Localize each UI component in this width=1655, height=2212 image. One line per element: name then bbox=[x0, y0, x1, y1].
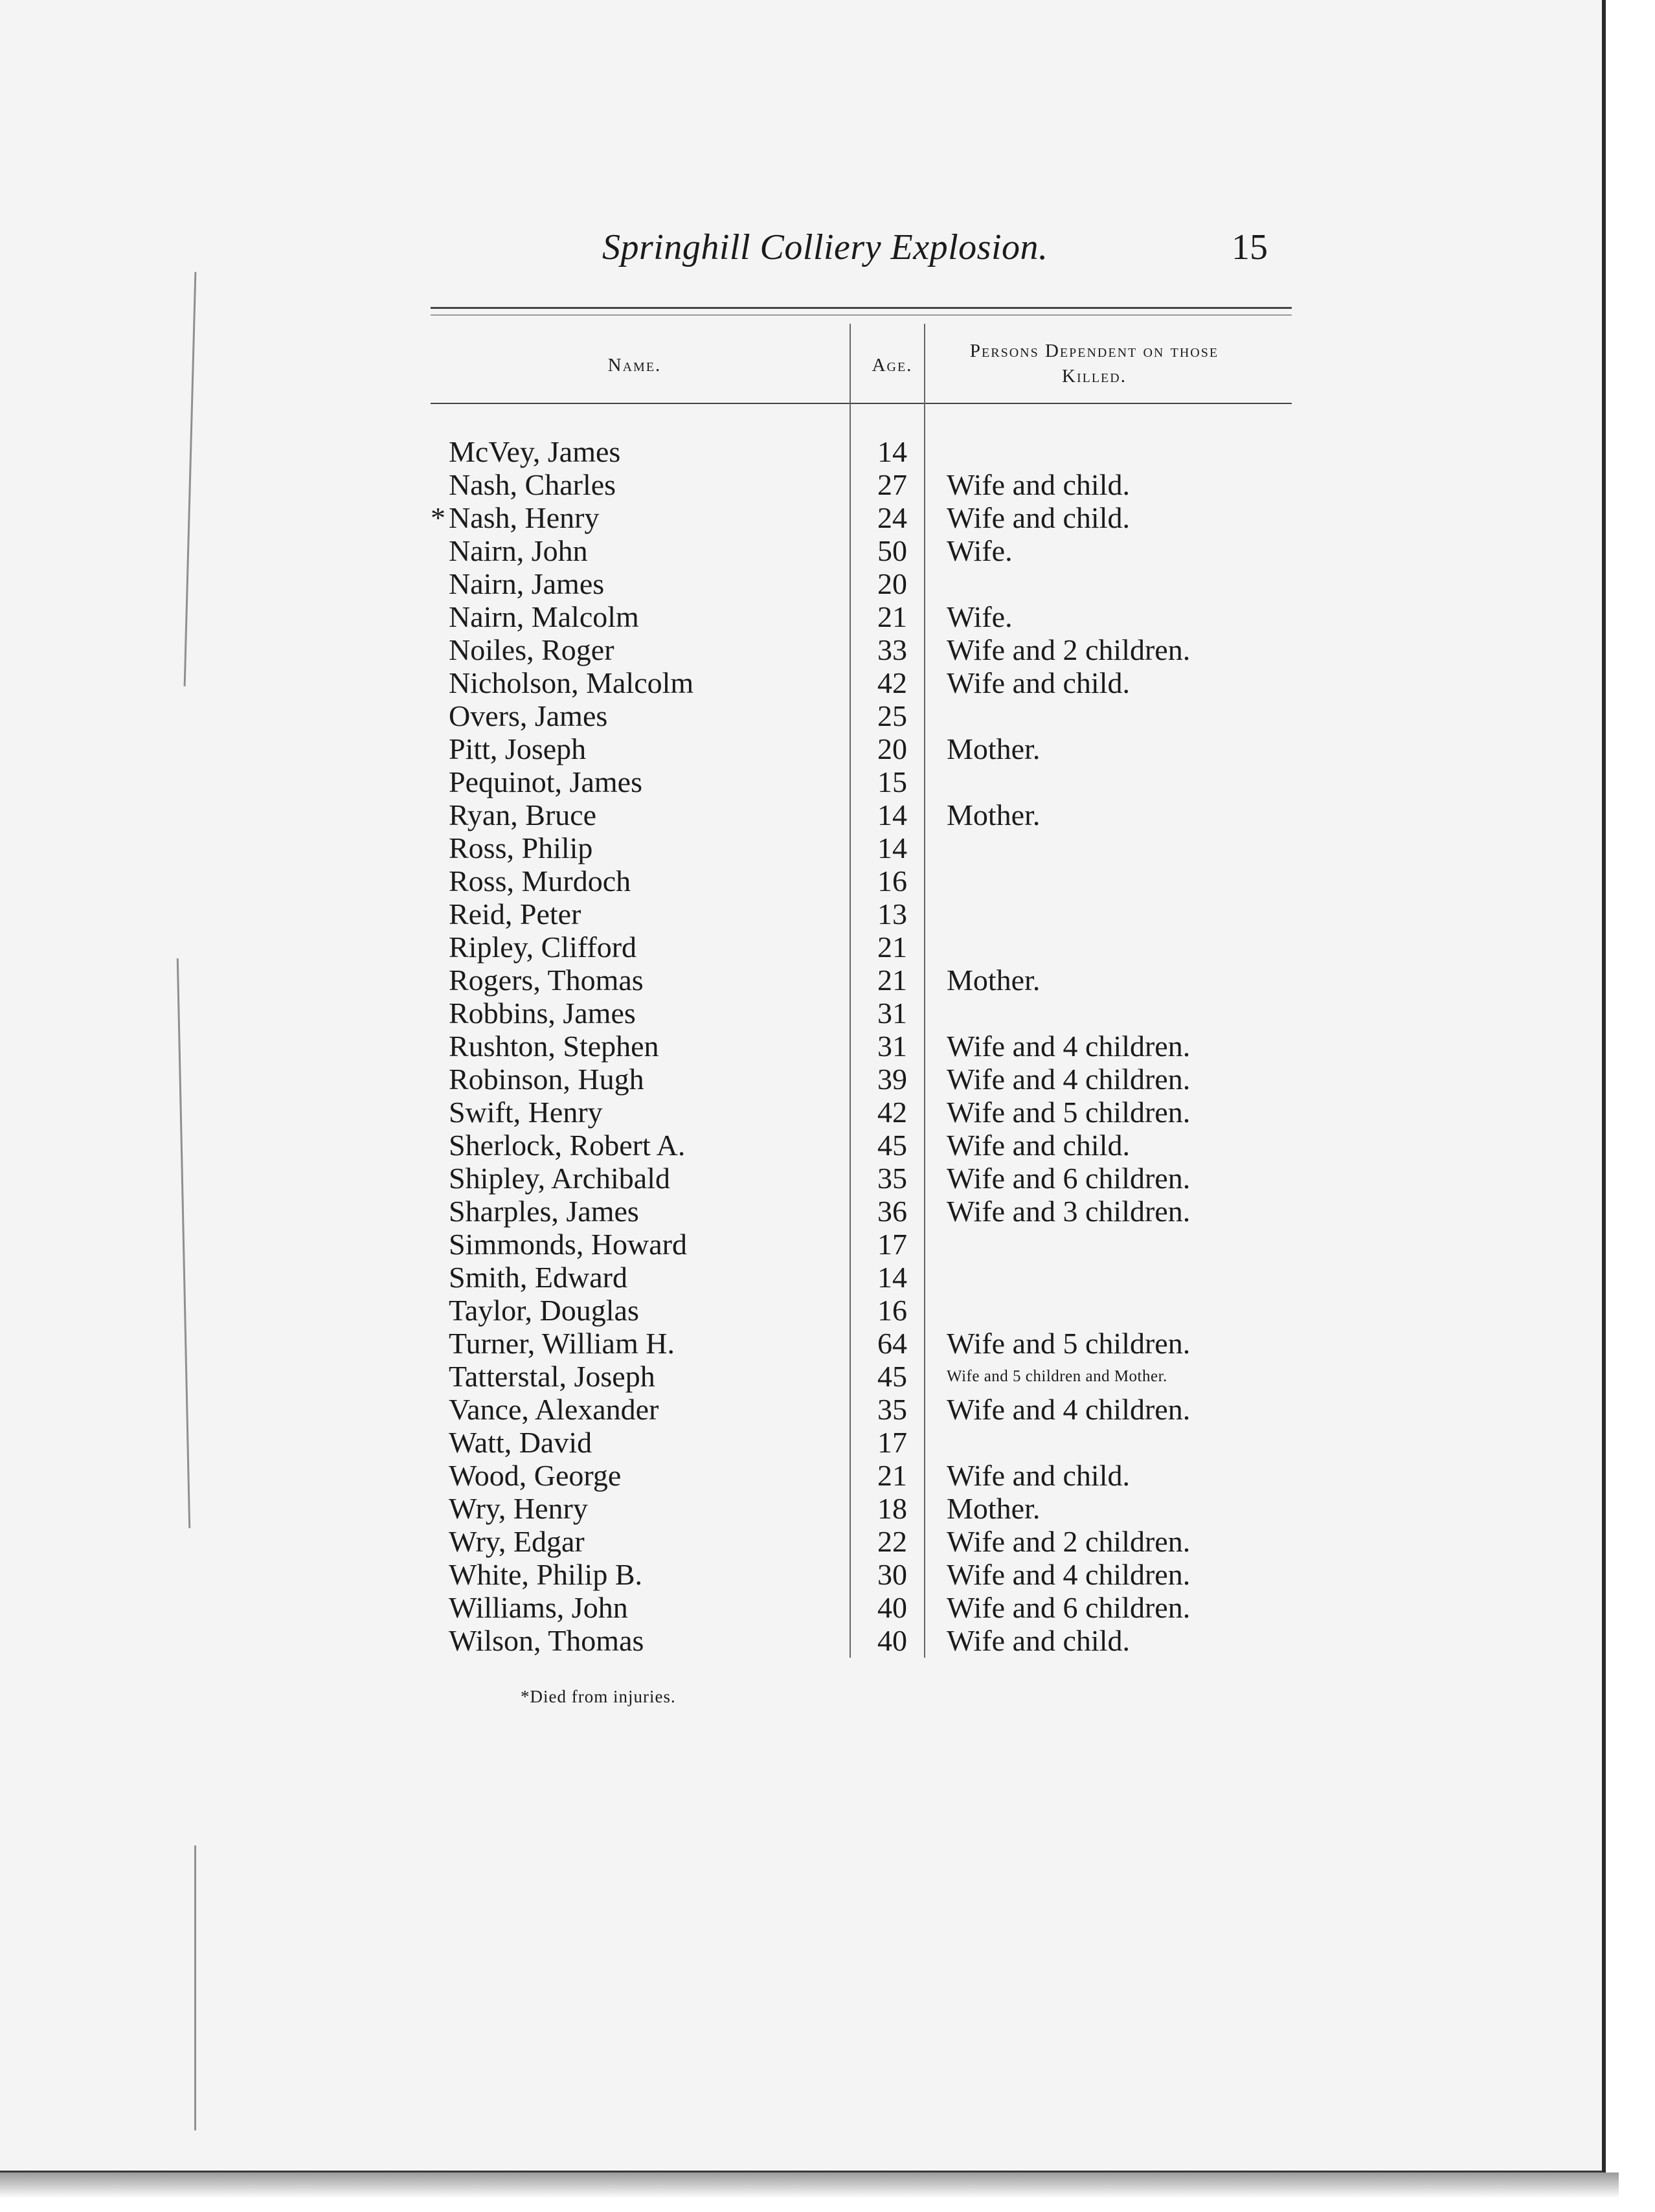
cell-name: Nairn, James bbox=[449, 567, 605, 600]
cell-dependents: Wife and 4 children. bbox=[947, 1063, 1191, 1096]
cell-age: 17 bbox=[877, 1228, 907, 1261]
table-row bbox=[0, 1591, 1655, 1624]
cell-name: Wry, Edgar bbox=[449, 1525, 585, 1558]
cell-name: Turner, William H. bbox=[449, 1327, 675, 1360]
cell-age: 33 bbox=[877, 633, 907, 666]
cell-name: Sherlock, Robert A. bbox=[449, 1129, 686, 1162]
cell-dependents: Mother. bbox=[947, 1492, 1041, 1525]
cell-name: Smith, Edward bbox=[449, 1261, 627, 1294]
table-row bbox=[0, 1492, 1655, 1525]
cell-name: Vance, Alexander bbox=[449, 1393, 659, 1426]
cell-dependents: Wife and 5 children. bbox=[947, 1096, 1191, 1129]
cell-name: Wilson, Thomas bbox=[449, 1624, 644, 1657]
cell-age: 39 bbox=[877, 1063, 907, 1096]
cell-name: Tatterstal, Joseph bbox=[449, 1360, 655, 1393]
table-row bbox=[0, 765, 1655, 798]
cell-dependents: Wife and 6 children. bbox=[947, 1162, 1191, 1195]
table-row bbox=[0, 1030, 1655, 1063]
cell-name: Shipley, Archibald bbox=[449, 1162, 670, 1195]
cell-age: 40 bbox=[877, 1591, 907, 1624]
cell-dependents: Wife. bbox=[947, 600, 1013, 633]
cell-name: Ross, Philip bbox=[449, 831, 593, 864]
cell-name: Robinson, Hugh bbox=[449, 1063, 644, 1096]
cell-name: Wood, George bbox=[449, 1459, 622, 1492]
cell-dependents: Wife and 4 children. bbox=[947, 1393, 1191, 1426]
cell-age: 21 bbox=[877, 931, 907, 964]
table-row bbox=[0, 666, 1655, 699]
table-row bbox=[0, 600, 1655, 633]
cell-age: 27 bbox=[877, 468, 907, 501]
cell-age: 35 bbox=[877, 1393, 907, 1426]
cell-name: Pequinot, James bbox=[449, 765, 642, 798]
table-row bbox=[0, 1426, 1655, 1459]
cell-age: 13 bbox=[877, 897, 907, 931]
cell-name: Nairn, John bbox=[449, 534, 588, 567]
cell-dependents: Wife and 5 children and Mother. bbox=[947, 1368, 1167, 1385]
cell-age: 14 bbox=[877, 1261, 907, 1294]
table-row bbox=[0, 964, 1655, 997]
table-row bbox=[0, 1129, 1655, 1162]
cell-name: Pitt, Joseph bbox=[449, 732, 587, 765]
cell-age: 50 bbox=[877, 534, 907, 567]
table-row bbox=[0, 1096, 1655, 1129]
table-row bbox=[0, 1624, 1655, 1657]
cell-age: 14 bbox=[877, 798, 907, 831]
cell-name: Swift, Henry bbox=[449, 1096, 603, 1129]
cell-dependents: Wife. bbox=[947, 534, 1013, 567]
cell-age: 30 bbox=[877, 1558, 907, 1591]
header-bottom-rule bbox=[431, 403, 1292, 404]
table-row bbox=[0, 1195, 1655, 1228]
table-row bbox=[0, 1525, 1655, 1558]
cell-age: 42 bbox=[877, 666, 907, 699]
table-row bbox=[0, 831, 1655, 864]
table-top-rule bbox=[431, 307, 1292, 309]
table-row bbox=[0, 1261, 1655, 1294]
cell-dependents: Wife and child. bbox=[947, 1129, 1130, 1162]
cell-age: 64 bbox=[877, 1327, 907, 1360]
table-row bbox=[0, 1294, 1655, 1327]
table-row bbox=[0, 699, 1655, 732]
cell-age: 14 bbox=[877, 435, 907, 468]
table-row bbox=[0, 1327, 1655, 1360]
cell-age: 20 bbox=[877, 567, 907, 600]
binding-thread-bottom bbox=[194, 1845, 196, 2130]
cell-age: 35 bbox=[877, 1162, 907, 1195]
table-row bbox=[0, 1162, 1655, 1195]
cell-age: 45 bbox=[877, 1360, 907, 1393]
cell-age: 18 bbox=[877, 1492, 907, 1525]
cell-dependents: Wife and 3 children. bbox=[947, 1195, 1191, 1228]
cell-dependents: Wife and child. bbox=[947, 1624, 1130, 1657]
table-row bbox=[0, 435, 1655, 468]
cell-age: 31 bbox=[877, 1030, 907, 1063]
column-header-age: Age. bbox=[872, 355, 913, 376]
footnote-marker: * bbox=[431, 501, 445, 534]
table-row bbox=[0, 633, 1655, 666]
cell-dependents: Wife and child. bbox=[947, 1459, 1130, 1492]
table-row bbox=[0, 931, 1655, 964]
column-header-name: Name. bbox=[607, 355, 662, 376]
cell-age: 20 bbox=[877, 732, 907, 765]
table-row bbox=[0, 997, 1655, 1030]
cell-age: 16 bbox=[877, 864, 907, 897]
cell-dependents: Mother. bbox=[947, 798, 1041, 831]
cell-age: 42 bbox=[877, 1096, 907, 1129]
table-row bbox=[0, 1360, 1655, 1393]
table-row bbox=[0, 732, 1655, 765]
cell-dependents: Mother. bbox=[947, 732, 1041, 765]
cell-name: Overs, James bbox=[449, 699, 608, 732]
cell-age: 36 bbox=[877, 1195, 907, 1228]
cell-name: Ripley, Clifford bbox=[449, 931, 637, 964]
table-row bbox=[0, 1393, 1655, 1426]
page-number: 15 bbox=[1232, 227, 1268, 267]
running-header-title: Springhill Colliery Explosion. bbox=[602, 227, 1048, 267]
cell-dependents: Wife and 5 children. bbox=[947, 1327, 1191, 1360]
cell-age: 24 bbox=[877, 501, 907, 534]
table-row bbox=[0, 1558, 1655, 1591]
cell-name: McVey, James bbox=[449, 435, 621, 468]
table-row bbox=[0, 534, 1655, 567]
cell-dependents: Wife and child. bbox=[947, 468, 1130, 501]
table-row bbox=[0, 501, 1655, 534]
cell-age: 25 bbox=[877, 699, 907, 732]
cell-name: Noiles, Roger bbox=[449, 633, 614, 666]
cell-age: 21 bbox=[877, 600, 907, 633]
cell-dependents: Wife and 2 children. bbox=[947, 1525, 1191, 1558]
cell-name: Simmonds, Howard bbox=[449, 1228, 687, 1261]
cell-age: 14 bbox=[877, 831, 907, 864]
column-header-dependents: Persons Dependent on those Killed. bbox=[969, 341, 1219, 387]
cell-dependents: Mother. bbox=[947, 964, 1041, 997]
cell-age: 40 bbox=[877, 1624, 907, 1657]
cell-dependents: Wife and 4 children. bbox=[947, 1558, 1191, 1591]
cell-name: Watt, David bbox=[449, 1426, 592, 1459]
table-row bbox=[0, 897, 1655, 931]
table-row bbox=[0, 1063, 1655, 1096]
cell-name: Robbins, James bbox=[449, 997, 636, 1030]
cell-name: Rogers, Thomas bbox=[449, 964, 644, 997]
cell-age: 31 bbox=[877, 997, 907, 1030]
table-row bbox=[0, 798, 1655, 831]
cell-name: Sharples, James bbox=[449, 1195, 639, 1228]
cell-age: 45 bbox=[877, 1129, 907, 1162]
cell-name: Wry, Henry bbox=[449, 1492, 588, 1525]
page-edge-shadow bbox=[0, 2172, 1619, 2198]
cell-age: 17 bbox=[877, 1426, 907, 1459]
cell-name: Nash, Charles bbox=[449, 468, 616, 501]
cell-age: 22 bbox=[877, 1525, 907, 1558]
cell-age: 16 bbox=[877, 1294, 907, 1327]
cell-name: Reid, Peter bbox=[449, 897, 581, 931]
cell-dependents: Wife and child. bbox=[947, 666, 1130, 699]
cell-name: Williams, John bbox=[449, 1591, 628, 1624]
cell-name: Rushton, Stephen bbox=[449, 1030, 659, 1063]
cell-name: White, Philip B. bbox=[449, 1558, 642, 1591]
table-row bbox=[0, 1228, 1655, 1261]
cell-dependents: Wife and child. bbox=[947, 501, 1130, 534]
cell-dependents: Wife and 2 children. bbox=[947, 633, 1191, 666]
cell-age: 15 bbox=[877, 765, 907, 798]
cell-name: Ross, Murdoch bbox=[449, 864, 631, 897]
cell-age: 21 bbox=[877, 1459, 907, 1492]
cell-age: 21 bbox=[877, 964, 907, 997]
cell-name: Nash, Henry bbox=[449, 501, 600, 534]
table-row bbox=[0, 468, 1655, 501]
cell-name: Nairn, Malcolm bbox=[449, 600, 639, 633]
cell-name: Nicholson, Malcolm bbox=[449, 666, 694, 699]
table-row bbox=[0, 864, 1655, 897]
footnote: *Died from injuries. bbox=[521, 1687, 676, 1706]
cell-name: Taylor, Douglas bbox=[449, 1294, 639, 1327]
table-row bbox=[0, 567, 1655, 600]
table-row bbox=[0, 1459, 1655, 1492]
cell-dependents: Wife and 6 children. bbox=[947, 1591, 1191, 1624]
cell-name: Ryan, Bruce bbox=[449, 798, 597, 831]
cell-dependents: Wife and 4 children. bbox=[947, 1030, 1191, 1063]
